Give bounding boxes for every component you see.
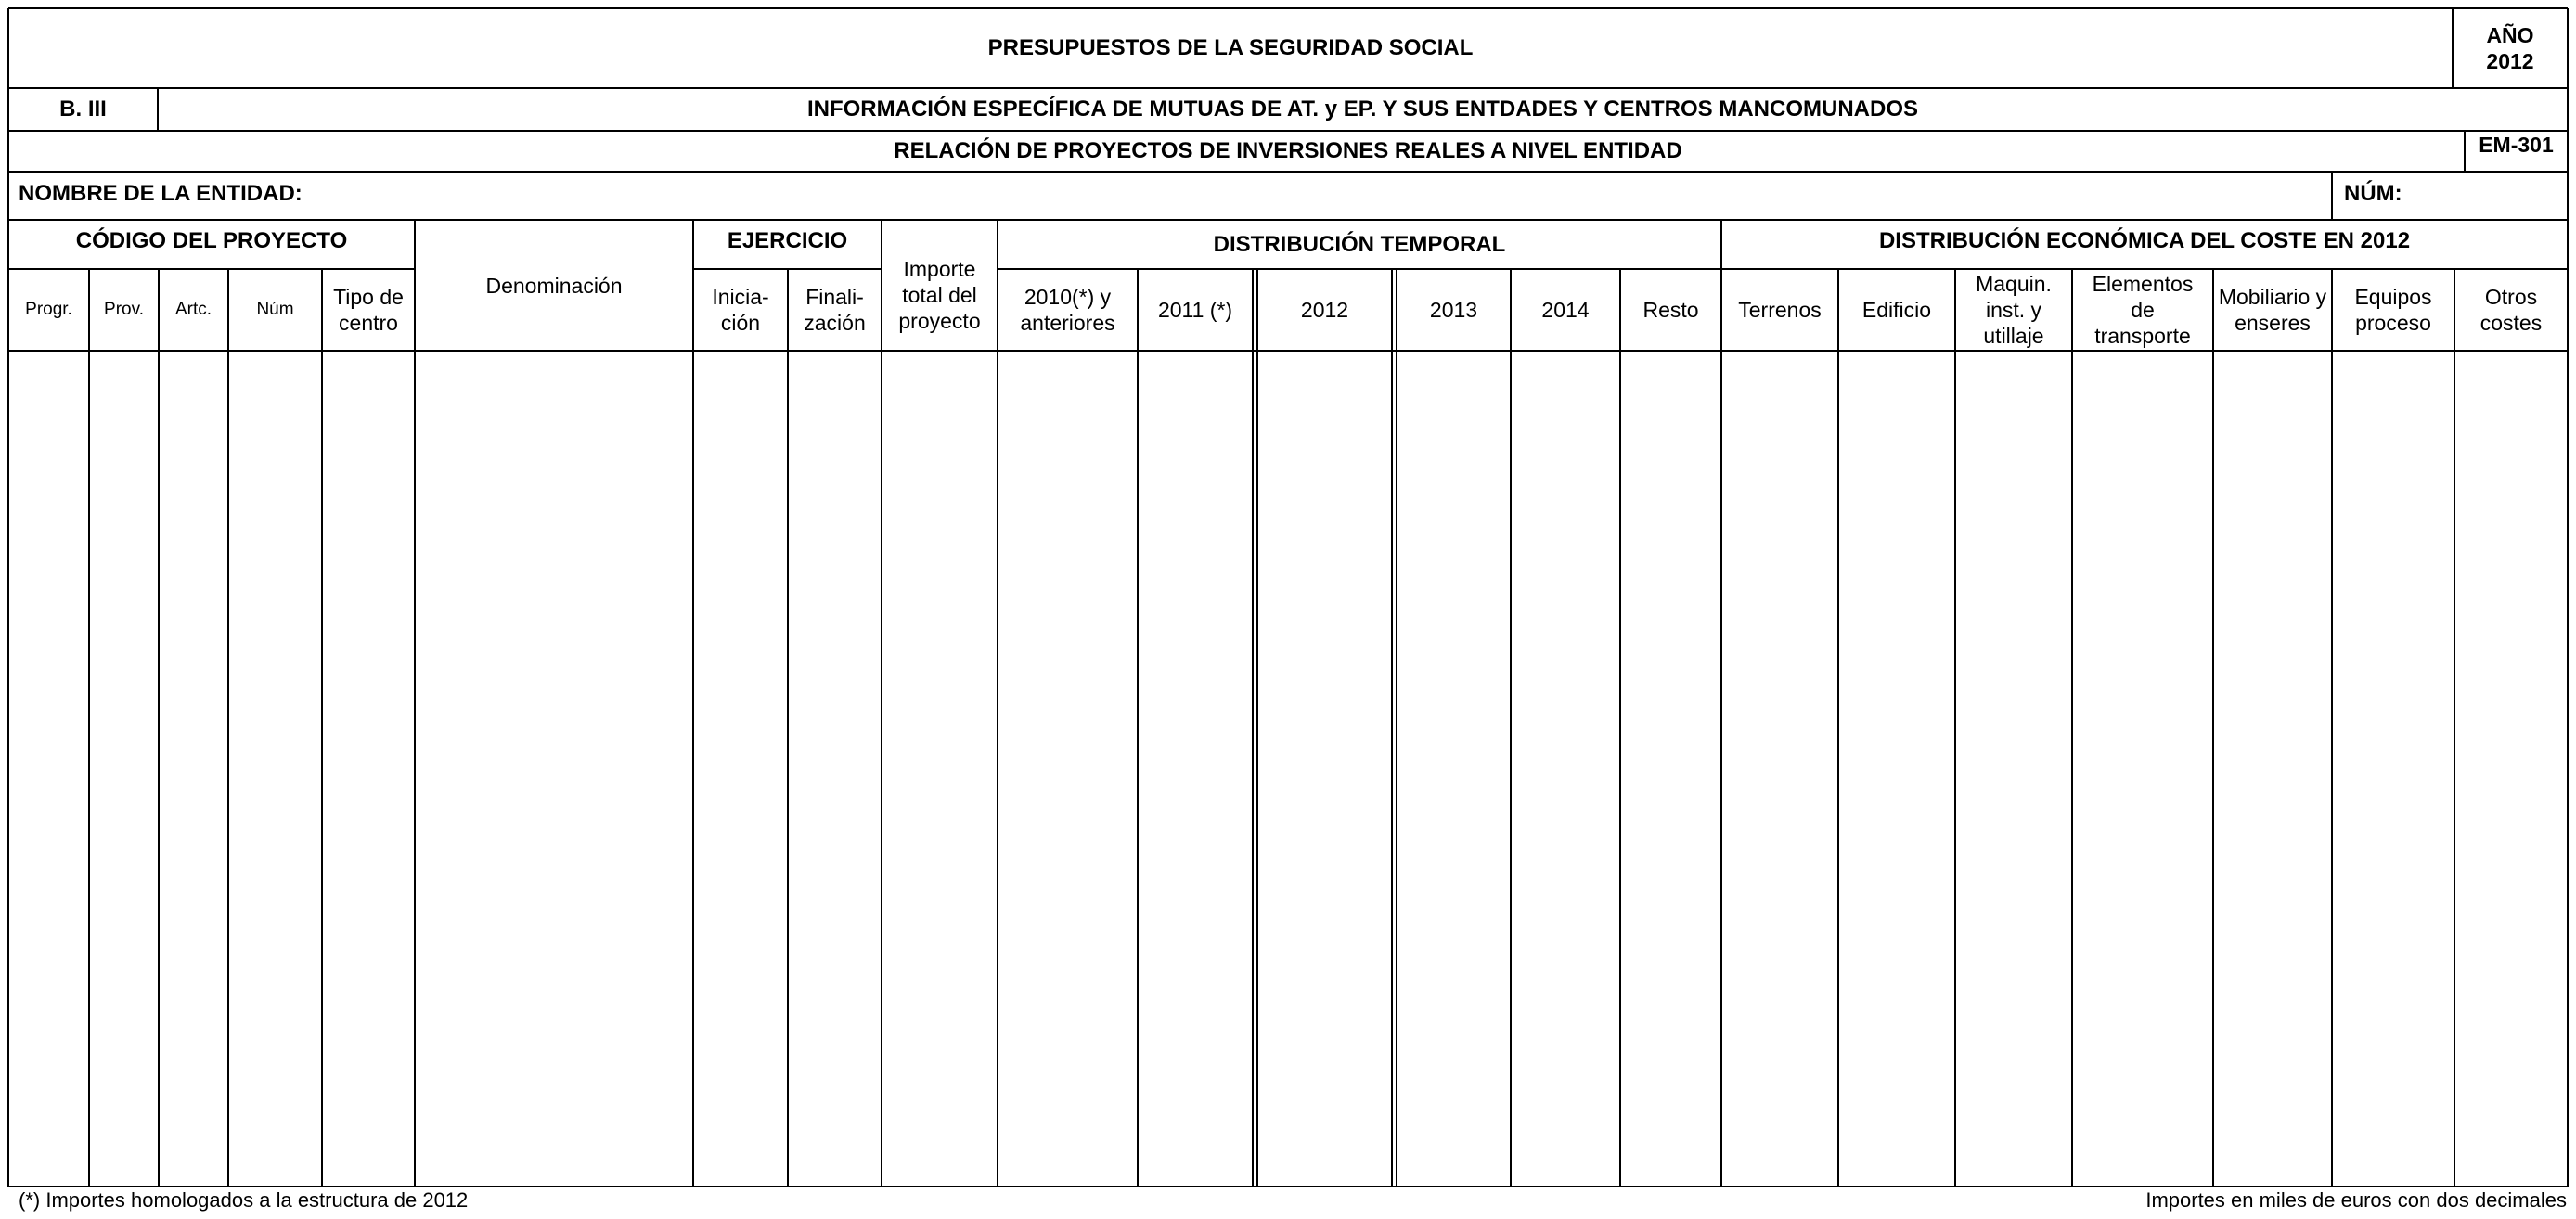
col-artc: Artc. bbox=[174, 300, 213, 319]
col-mobiliario: Mobiliario y enseres bbox=[2218, 285, 2327, 335]
col-maquinaria: Maquin. inst. y utillaje bbox=[1976, 272, 2052, 348]
col-denominacion: Denominación bbox=[485, 273, 623, 298]
col-finalizacion: Finali- zación bbox=[804, 285, 866, 335]
entity-number-label: NÚM: bbox=[2344, 181, 2402, 206]
group-ejercicio: EJERCICIO bbox=[727, 227, 848, 253]
section-title: INFORMACIÓN ESPECÍFICA DE MUTUAS DE AT. y EP. Y SUS ENTDADES Y CENTROS MANCOMUNADOS bbox=[806, 96, 1919, 122]
year-label: AÑO bbox=[2486, 23, 2534, 47]
year-value: 2012 bbox=[2486, 49, 2534, 73]
units-note: Importes en miles de euros con dos decimales bbox=[2145, 1188, 2567, 1212]
col-resto: Resto bbox=[1642, 298, 1699, 322]
col-terrenos: Terrenos bbox=[1738, 298, 1822, 322]
col-2011: 2011 (*) bbox=[1157, 298, 1233, 322]
entity-name-label: NOMBRE DE LA ENTIDAD: bbox=[19, 181, 303, 206]
section-code: B. III bbox=[59, 96, 107, 122]
col-elementos-transporte: Elementos de transporte bbox=[2092, 272, 2194, 348]
col-prov: Prov. bbox=[104, 300, 144, 319]
document-title: PRESUPUESTOS DE LA SEGURIDAD SOCIAL bbox=[987, 35, 1474, 60]
footnote: (*) Importes homologados a la estructura de 2012 bbox=[19, 1188, 469, 1212]
col-equipos-proceso: Equipos proceso bbox=[2354, 285, 2432, 335]
col-progr: Progr. bbox=[25, 300, 72, 319]
group-codigo-proyecto: CÓDIGO DEL PROYECTO bbox=[75, 227, 348, 253]
col-iniciacion: Inicia- ción bbox=[712, 285, 769, 335]
col-otros-costes: Otros costes bbox=[2479, 285, 2543, 335]
col-2014: 2014 bbox=[1541, 298, 1590, 322]
group-distribucion-economica: DISTRIBUCIÓN ECONÓMICA DEL COSTE EN 2012 bbox=[1878, 227, 2411, 253]
col-2010-anteriores: 2010(*) y anteriores bbox=[1020, 285, 1115, 335]
col-tipo-centro: Tipo de centro bbox=[333, 285, 404, 335]
form-code: EM-301 bbox=[2479, 133, 2554, 157]
col-edificio: Edificio bbox=[1861, 298, 1932, 322]
col-2012: 2012 bbox=[1300, 298, 1349, 322]
col-2013: 2013 bbox=[1429, 298, 1478, 322]
year-box bbox=[2453, 15, 2568, 82]
col-importe-total: Importe total del proyecto bbox=[898, 256, 981, 333]
subtitle: RELACIÓN DE PROYECTOS DE INVERSIONES REALES A NIVEL ENTIDAD bbox=[894, 138, 1682, 163]
col-num: Núm bbox=[256, 300, 294, 319]
group-distribucion-temporal: DISTRIBUCIÓN TEMPORAL bbox=[1213, 231, 1506, 257]
